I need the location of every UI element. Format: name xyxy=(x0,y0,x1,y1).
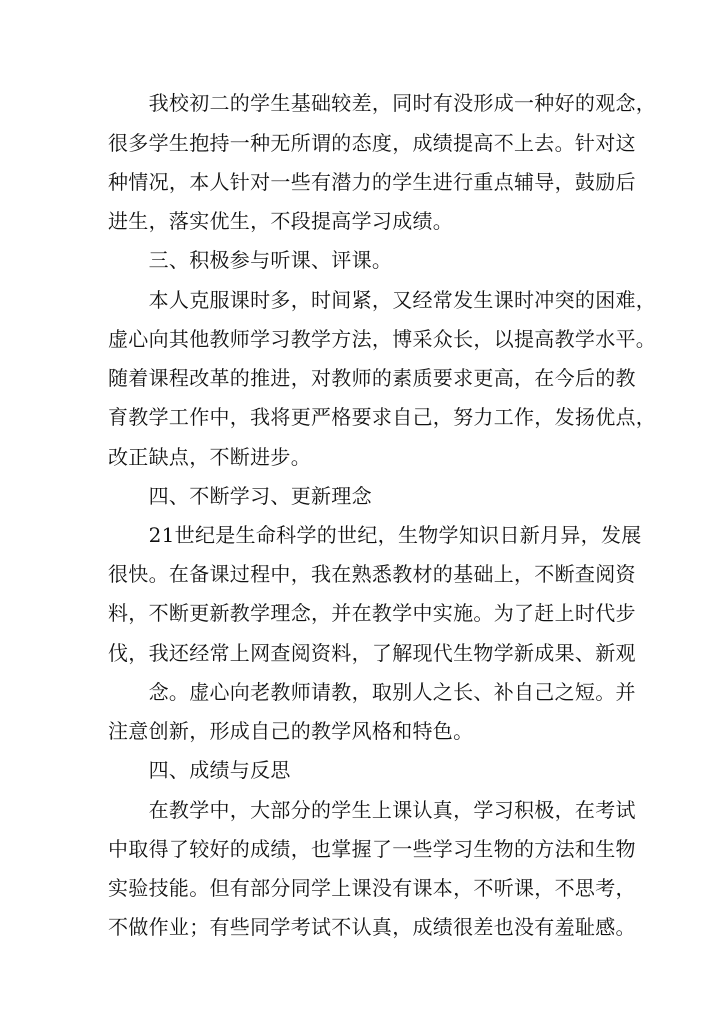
text-line: 实验技能。但有部分同学上课没有课本，不听课，不思考， xyxy=(108,876,636,900)
text-line: 很快。在备课过程中，我在熟悉教材的基础上，不断查阅资 xyxy=(108,562,636,586)
text-line: 很多学生抱持一种无所谓的态度，成绩提高不上去。针对这 xyxy=(108,131,636,155)
text-line: 料，不断更新教学理念，并在教学中实施。为了赶上时代步 xyxy=(108,601,636,625)
text-line: 改正缺点，不断进步。 xyxy=(108,445,311,469)
text-line: 不做作业；有些同学考试不认真，成绩很差也没有羞耻感。 xyxy=(108,915,636,939)
text-line: 种情况，本人针对一些有潜力的学生进行重点辅导，鼓励后 xyxy=(108,170,636,194)
text-line: 我校初二的学生基础较差，同时有没形成一种好的观念， xyxy=(108,91,657,115)
text-line: 育教学工作中，我将更严格要求自己，努力工作，发扬优点， xyxy=(108,405,657,429)
text-line: 伐，我还经常上网查阅资料，了解现代生物学新成果、新观 xyxy=(108,641,636,665)
section-heading: 三、积极参与听课、评课。 xyxy=(108,248,393,272)
text-line: 本人克服课时多，时间紧，又经常发生课时冲突的困难， xyxy=(108,288,657,312)
text-line: 在教学中，大部分的学生上课认真，学习积极，在考试 xyxy=(108,798,636,822)
section-heading: 四、不断学习、更新理念 xyxy=(108,484,372,508)
text-line: 念。虚心向老教师请教，取别人之长、补自己之短。并 xyxy=(108,680,636,704)
text-line: 进生，落实优生，不段提高学习成绩。 xyxy=(108,209,454,233)
text-line: 注意创新，形成自己的教学风格和特色。 xyxy=(108,719,474,743)
section-heading: 四、成绩与反思 xyxy=(108,758,291,782)
text-line: 随着课程改革的推进，对教师的素质要求更高，在今后的教 xyxy=(108,366,636,390)
text-line: 21世纪是生命科学的世纪，生物学知识日新月异，发展 xyxy=(108,523,642,547)
text-line: 虚心向其他教师学习教学方法，博采众长，以提高教学水平。 xyxy=(108,327,657,351)
text-line: 中取得了较好的成绩，也掌握了一些学习生物的方法和生物 xyxy=(108,837,636,861)
